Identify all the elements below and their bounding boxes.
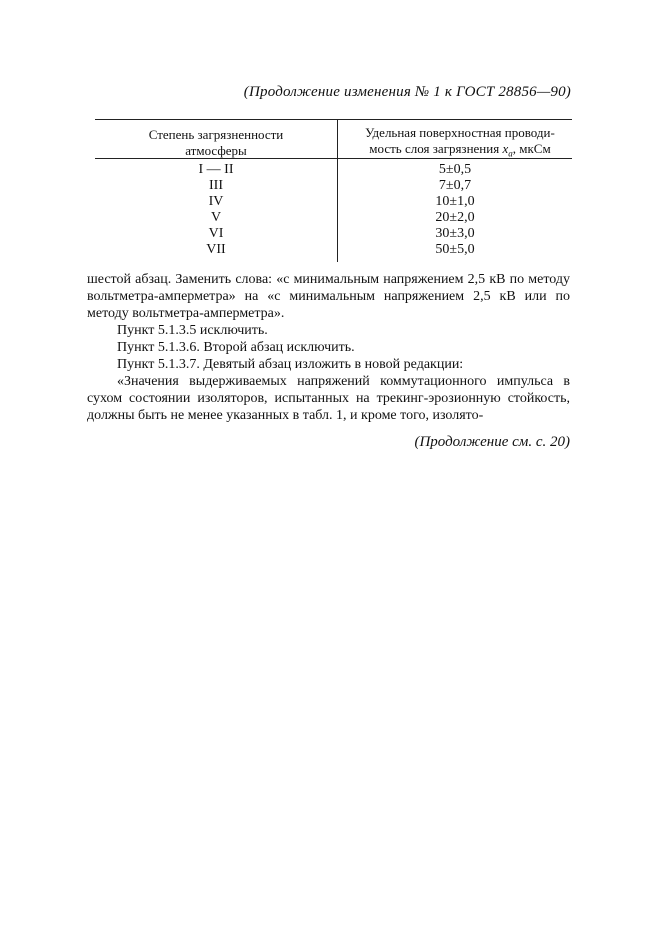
cell-degree: III — [209, 178, 223, 193]
column-pollution-degree — [95, 159, 338, 262]
paragraph-item-5-1-3-5: Пункт 5.1.3.5 исключить. — [117, 323, 268, 338]
cell-conductivity: 30±3,0 — [435, 226, 475, 241]
header-pollution-degree-line1: Степень загрязненности — [148, 127, 284, 142]
paragraph-item-5-1-3-6: Пункт 5.1.3.6. Второй абзац исключить. — [117, 340, 355, 355]
body-text — [87, 271, 570, 424]
paragraph-sixth-abzats: шестой абзац. Заменить слова: «с минимальным напряжением 2,5 кВ по методу вольтметра-амперметра» на «с минимальным напряжением 2,5 кВ или по методу вольтметра-амперметра». — [87, 272, 570, 321]
cell-degree: VI — [208, 226, 224, 241]
table-header-row — [95, 120, 572, 158]
footer-continuation-note: (Продолжение см. с. 20) — [414, 434, 570, 450]
header-pollution-degree-line2: атмосферы — [185, 143, 247, 158]
header-conductivity-unit: , мкСм — [512, 141, 551, 156]
table-body — [95, 159, 572, 262]
cell-degree: I — II — [198, 162, 234, 177]
header-continuation-note: (Продолжение изменения № 1 к ГОСТ 28856—90) — [243, 84, 571, 100]
pollution-table — [95, 119, 572, 262]
cell-conductivity: 7±0,7 — [438, 178, 472, 193]
header-pollution-degree — [95, 120, 338, 158]
header-conductivity-line1: Удельная поверхностная проводи- — [365, 125, 555, 140]
header-conductivity — [338, 120, 572, 158]
cell-conductivity: 50±5,0 — [435, 242, 475, 257]
paragraph-item-5-1-3-7: Пункт 5.1.3.7. Девятый абзац изложить в новой редакции: — [117, 357, 464, 372]
cell-conductivity: 10±1,0 — [435, 194, 475, 209]
paragraph-new-wording: «Значения выдерживаемых напряжений коммутационного импульса в сухом состоянии изоляторов, испытанных на трекинг-эрозионную стойкость, должны быть не менее указанных в табл. 1, и кроме того, изолято- — [87, 374, 570, 423]
cell-conductivity: 5±0,5 — [438, 162, 472, 177]
cell-conductivity: 20±2,0 — [435, 210, 475, 225]
header-conductivity-variable: x — [502, 141, 509, 156]
cell-degree: V — [210, 210, 222, 225]
header-conductivity-subscript: a — [508, 148, 513, 159]
column-conductivity — [338, 159, 572, 262]
header-conductivity-prefix: мость слоя загрязнения — [369, 141, 503, 156]
cell-degree: IV — [208, 194, 224, 209]
cell-degree: VII — [206, 242, 226, 257]
